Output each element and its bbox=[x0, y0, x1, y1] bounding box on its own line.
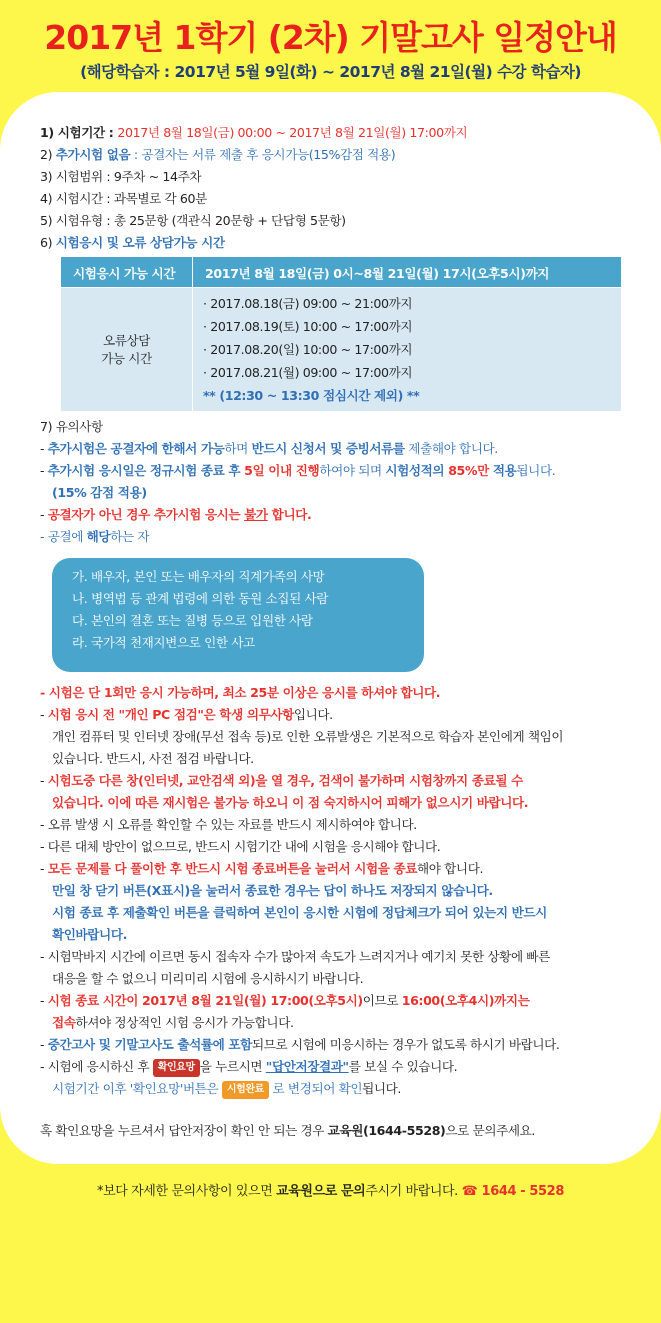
lunch-note: ** (12:30 ~ 13:30 점심시간 제외) ** bbox=[203, 388, 420, 403]
schedule-right-cell bbox=[193, 288, 622, 412]
text: - 공결에 bbox=[40, 529, 87, 544]
note-m2-line3: 있습니다. 반드시, 사전 점검 바랍니다. bbox=[52, 751, 254, 766]
cell-line: 가능 시간 bbox=[101, 350, 152, 366]
note-m7-line2: 대응을 할 수 없으니 미리미리 시험에 응시하시기 바랍니다. bbox=[52, 971, 364, 986]
note-m6-line4: 확인바랍니다. bbox=[52, 927, 127, 942]
dash: - bbox=[40, 441, 48, 456]
text: 제출해야 합니다. bbox=[404, 441, 498, 456]
note-m8 bbox=[40, 990, 640, 1012]
notes-title: 7) 유의사항 bbox=[40, 419, 103, 434]
note-m3-line2: 있습니다. 이에 따른 재시험은 불가능 하오니 이 점 숙지하시어 피해가 없으시기 바랍니다. bbox=[52, 795, 529, 810]
text: 입니다. bbox=[293, 707, 333, 722]
emphasis: 시험응시 및 오류 상담가능 시간 bbox=[55, 235, 225, 250]
note-m7: - 시험막바지 시간에 이르면 동시 접속자 수가 많아져 속도가 느려지거나 예기치 못한 상황에 빠른 bbox=[40, 949, 550, 964]
emphasis: 해당 bbox=[86, 529, 111, 544]
note-m2-line2: 개인 컴퓨터 및 인터넷 장애(무선 접속 등)로 인한 오류발생은 기본적으로 학습자 본인에게 책임이 bbox=[52, 729, 564, 744]
text: *보다 자세한 문의사항이 있으면 bbox=[97, 1184, 277, 1199]
emphasis-red: 공결자가 아닌 경우 추가시험 응시는 bbox=[47, 507, 245, 522]
item-exam-period bbox=[40, 122, 640, 144]
item-type: 5) 시험유형 : 총 25문항 (객관식 20문항 + 단답형 5문항) bbox=[40, 213, 346, 228]
note-m4: - 오류 발생 시 오류를 확인할 수 있는 자료를 반드시 제시하여야 합니다. bbox=[40, 817, 417, 832]
note-1 bbox=[40, 438, 640, 460]
text: 됩니다. bbox=[516, 463, 556, 478]
text: 을 누르시면 bbox=[199, 1059, 266, 1074]
emphasis: 중간고사 및 기말고사도 출석률에 포함 bbox=[47, 1037, 252, 1052]
dash: - bbox=[40, 463, 48, 478]
confirm-needed-badge: 확인요망 bbox=[153, 1059, 200, 1077]
text: 를 보실 수 있습니다. bbox=[348, 1059, 458, 1074]
emphasis: 반드시 신청서 및 증빙서류를 bbox=[251, 441, 405, 456]
reason-item: 나. 병역법 등 관계 법령에 의한 동원 소집된 사람 bbox=[72, 591, 328, 606]
contact-note bbox=[40, 1120, 640, 1142]
text: 로 변경되어 확인 bbox=[268, 1081, 363, 1096]
time-row: · 2017.08.21(월) 09:00 ~ 17:00까지 bbox=[203, 365, 413, 380]
dash: - bbox=[40, 861, 48, 876]
note-m6 bbox=[40, 858, 640, 880]
time-row: · 2017.08.18(금) 09:00 ~ 21:00까지 bbox=[203, 296, 413, 311]
emphasis: 적용 bbox=[488, 463, 517, 478]
dash: - bbox=[40, 1037, 48, 1052]
reason-item: 가. 배우자, 본인 또는 배우자의 직계가족의 사망 bbox=[72, 569, 325, 584]
note-2 bbox=[40, 460, 640, 482]
note-m1: - 시험은 단 1회만 응시 가능하며, 최소 25분 이상은 응시를 하셔야 합니다. bbox=[40, 685, 441, 700]
emphasis-red: 5일 이내 진행 bbox=[244, 463, 320, 478]
text: 시험기간 이후 '확인요망'버튼은 bbox=[52, 1081, 222, 1096]
schedule-table bbox=[60, 256, 622, 412]
notice-content bbox=[40, 122, 640, 1142]
text: : 공결자는 서류 제출 후 응시가능(15%감점 적용) bbox=[130, 147, 396, 162]
item-range: 3) 시험범위 : 9주차 ~ 14주차 bbox=[40, 169, 202, 184]
text: 주시기 바랍니다. bbox=[365, 1184, 462, 1199]
note-m9 bbox=[40, 1034, 640, 1056]
dash: - bbox=[40, 507, 48, 522]
note-m3 bbox=[40, 770, 640, 792]
schedule-head-left: 시험응시 가능 시간 bbox=[61, 257, 193, 288]
schedule-left-cell bbox=[61, 288, 193, 412]
text: 하는 자 bbox=[110, 529, 150, 544]
note-m8-line2 bbox=[40, 1012, 640, 1034]
text: 하며 bbox=[224, 441, 252, 456]
item-consult bbox=[40, 232, 640, 254]
emphasis: 교육원으로 문의 bbox=[276, 1184, 366, 1199]
prefix: 6) bbox=[40, 235, 56, 250]
emphasis: 시험성적의 bbox=[385, 463, 449, 478]
text: 혹 확인요망을 누르셔서 답안저장이 확인 안 되는 경우 bbox=[40, 1123, 328, 1138]
text: 이므로 bbox=[362, 993, 402, 1008]
emphasis-red: 합니다. bbox=[267, 507, 312, 522]
text: 해야 합니다. bbox=[417, 861, 484, 876]
text: 되므로 시험에 미응시하는 경우가 없도록 하시기 바랍니다. bbox=[251, 1037, 560, 1052]
text: 됩니다. bbox=[362, 1081, 402, 1096]
emphasis-red: 85%만 bbox=[448, 463, 489, 478]
note-m10 bbox=[40, 1056, 640, 1078]
reason-item: 다. 본인의 결혼 또는 질병 등으로 입원한 사람 bbox=[72, 613, 313, 628]
time-row: · 2017.08.19(토) 10:00 ~ 17:00까지 bbox=[203, 319, 413, 334]
text: - 시험에 응시하신 후 bbox=[40, 1059, 153, 1074]
footer-note bbox=[0, 1180, 661, 1199]
emphasis: 추가시험 응시일은 정규시험 종료 후 bbox=[47, 463, 245, 478]
note-3 bbox=[40, 504, 640, 526]
emphasis-red: 시험 종료 시간이 2017년 8월 21일(월) 17:00(오후5시) bbox=[47, 993, 363, 1008]
text: 으로 문의주세요. bbox=[445, 1123, 535, 1138]
emphasis-red: 16:00(오후4시)까지는 bbox=[401, 993, 530, 1008]
prefix: 2) bbox=[40, 147, 56, 162]
text: 하셔야 정상적인 시험 응시가 가능합니다. bbox=[75, 1015, 294, 1030]
dash: - bbox=[40, 993, 48, 1008]
emphasis-red: 모든 문제를 다 풀이한 후 반드시 시험 종료버튼을 눌러서 시험을 종료 bbox=[47, 861, 418, 876]
item-time: 4) 시험시간 : 과목별로 각 60분 bbox=[40, 191, 207, 206]
label: 1) 시험기간 : bbox=[40, 125, 118, 140]
emphasis-red: 시험도중 다른 창(인터넷, 교안검색 외)을 열 경우, 검색이 불가하며 시험창까지 종료될 수 bbox=[47, 773, 523, 788]
note-m6-line3: 시험 종료 후 제출확인 버튼을 클릭하여 본인이 응시한 시험에 정답체크가 되어 있는지 반드시 bbox=[52, 905, 547, 920]
emphasis-red: 불가 bbox=[244, 507, 268, 522]
emphasis: 추가시험 없음 bbox=[55, 147, 131, 162]
note-m11 bbox=[40, 1078, 640, 1100]
exam-complete-badge: 시험완료 bbox=[222, 1081, 269, 1099]
emphasis: 추가시험은 공결자에 한해서 가능 bbox=[47, 441, 225, 456]
value: 2017년 8월 18일(금) 00:00 ~ 2017년 8월 21일(월) 17:00까지 bbox=[117, 125, 468, 140]
reason-item: 라. 국가적 천재지변으로 인한 사고 bbox=[72, 635, 255, 650]
schedule-head-right: 2017년 8월 18일(금) 0시~8월 21일(월) 17시(오후5시)까지 bbox=[193, 257, 622, 288]
page-title: 2017년 1학기 (2차) 기말고사 일정안내 bbox=[44, 18, 617, 57]
text: 하여야 되며 bbox=[319, 463, 386, 478]
note-m5: - 다른 대체 방안이 없으므로, 반드시 시험기간 내에 시험을 응시해야 합니다. bbox=[40, 839, 441, 854]
excused-reasons-box bbox=[52, 558, 424, 672]
page-subtitle: (해당학습자 : 2017년 5월 9일(화) ~ 2017년 8월 21일(월) 수강 학습자) bbox=[80, 63, 581, 81]
phone-number: ☎ 1644 - 5528 bbox=[461, 1184, 564, 1199]
dash: - bbox=[40, 707, 48, 722]
cell-line: 오류상담 bbox=[102, 332, 151, 348]
note-2-line2: (15% 감점 적용) bbox=[52, 485, 147, 500]
note-m2 bbox=[40, 704, 640, 726]
contact-phone: 교육원(1644-5528) bbox=[327, 1123, 446, 1138]
item-extra-exam bbox=[40, 144, 640, 166]
note-m6-line2: 만일 창 닫기 버튼(X표시)을 눌러서 종료한 경우는 답이 하나도 저장되지 않습니다. bbox=[52, 883, 493, 898]
emphasis-red: 접속 bbox=[52, 1015, 76, 1030]
dash: - bbox=[40, 773, 48, 788]
answer-result-link: "답안저장결과" bbox=[265, 1059, 349, 1074]
note-4 bbox=[40, 526, 640, 548]
emphasis-red: 시험 응시 전 "개인 PC 점검"은 학생 의무사항 bbox=[47, 707, 294, 722]
time-row: · 2017.08.20(일) 10:00 ~ 17:00까지 bbox=[203, 342, 413, 357]
